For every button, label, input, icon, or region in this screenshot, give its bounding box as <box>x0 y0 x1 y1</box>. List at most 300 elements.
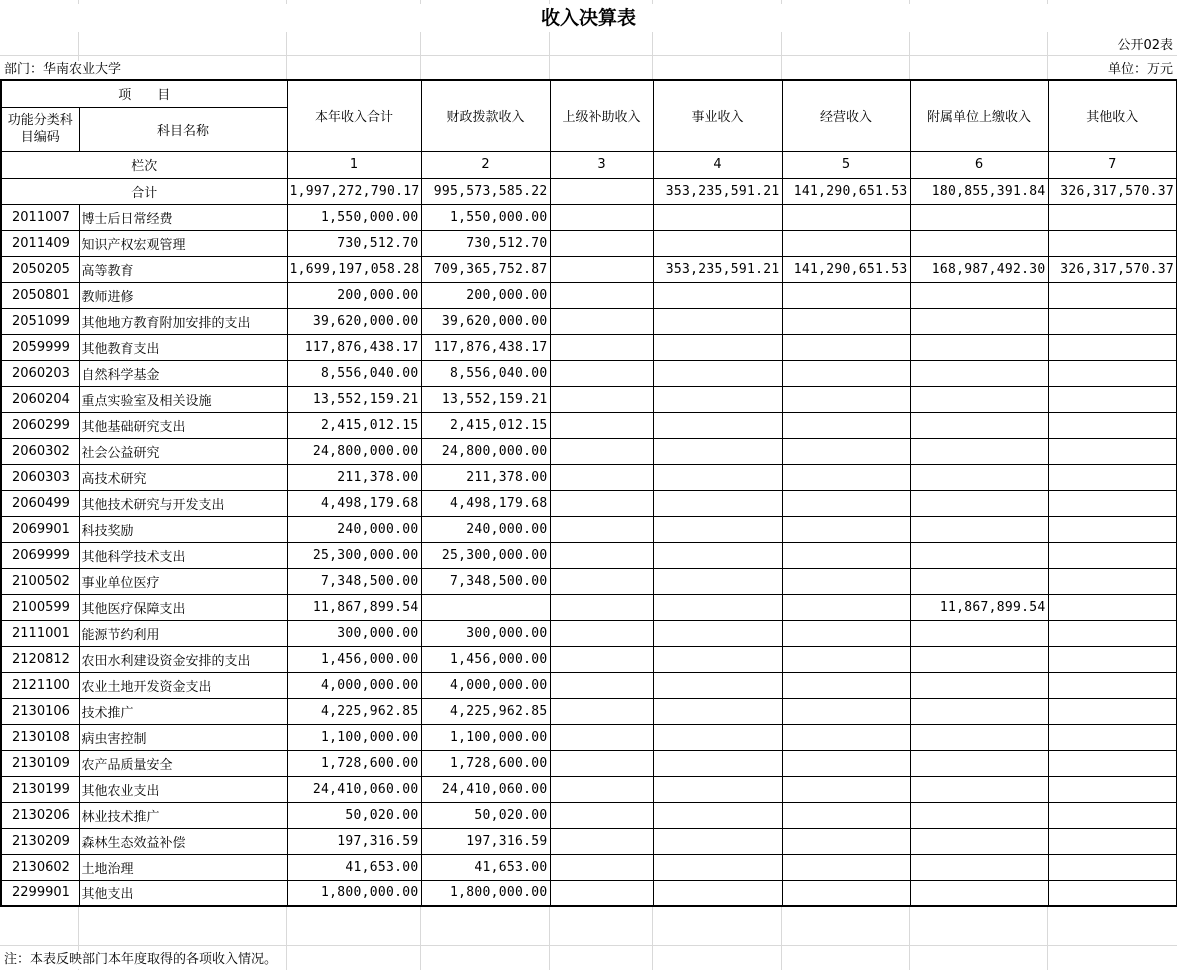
amount-cell <box>550 386 653 412</box>
amount-cell <box>550 724 653 750</box>
amount-cell <box>653 672 782 698</box>
amount-cell: 25,300,000.00 <box>287 542 421 568</box>
amount-cell <box>910 542 1048 568</box>
col-number: 3 <box>550 151 653 178</box>
amount-cell: 1,456,000.00 <box>421 646 550 672</box>
col-number: 4 <box>653 151 782 178</box>
subject-name-cell: 其他地方教育附加安排的支出 <box>79 308 287 334</box>
amount-cell <box>550 256 653 282</box>
amount-cell: 1,800,000.00 <box>287 880 421 906</box>
header-col-6: 附属单位上缴收入 <box>910 80 1048 151</box>
amount-cell: 50,020.00 <box>287 802 421 828</box>
amount-cell <box>782 724 910 750</box>
subject-code-cell: 2121100 <box>1 672 79 698</box>
amount-cell <box>1048 282 1177 308</box>
amount-cell <box>910 646 1048 672</box>
amount-cell <box>782 854 910 880</box>
amount-cell <box>550 802 653 828</box>
header-col-3: 上级补助收入 <box>550 80 653 151</box>
amount-cell <box>782 334 910 360</box>
amount-cell <box>782 750 910 776</box>
subject-name-cell: 农田水利建设资金安排的支出 <box>79 646 287 672</box>
amount-cell: 709,365,752.87 <box>421 256 550 282</box>
table-row <box>1 464 1177 490</box>
page-title: 收入决算表 <box>0 4 1177 32</box>
amount-cell <box>653 594 782 620</box>
amount-cell <box>1048 646 1177 672</box>
unit-label: 单位：万元 <box>1107 62 1173 77</box>
subject-name-cell: 森林生态效益补偿 <box>79 828 287 854</box>
total-cell <box>550 178 653 204</box>
total-cell: 326,317,570.37 <box>1048 178 1177 204</box>
amount-cell <box>653 854 782 880</box>
gridline <box>0 55 1177 56</box>
amount-cell <box>782 360 910 386</box>
amount-cell <box>550 412 653 438</box>
header-name: 科目名称 <box>79 107 287 151</box>
amount-cell <box>782 438 910 464</box>
amount-cell <box>550 308 653 334</box>
amount-cell <box>782 802 910 828</box>
amount-cell: 25,300,000.00 <box>421 542 550 568</box>
subject-code-cell: 2050205 <box>1 256 79 282</box>
amount-cell: 730,512.70 <box>287 230 421 256</box>
amount-cell <box>910 490 1048 516</box>
table-row <box>1 334 1177 360</box>
total-cell: 1,997,272,790.17 <box>287 178 421 204</box>
amount-cell: 13,552,159.21 <box>421 386 550 412</box>
amount-cell: 41,653.00 <box>287 854 421 880</box>
amount-cell <box>550 542 653 568</box>
amount-cell: 41,653.00 <box>421 854 550 880</box>
amount-cell <box>782 204 910 230</box>
amount-cell <box>550 828 653 854</box>
amount-cell: 117,876,438.17 <box>287 334 421 360</box>
amount-cell <box>910 672 1048 698</box>
income-table <box>0 79 1177 907</box>
amount-cell: 353,235,591.21 <box>653 256 782 282</box>
subject-name-cell: 其他教育支出 <box>79 334 287 360</box>
subject-name-cell: 病虫害控制 <box>79 724 287 750</box>
amount-cell <box>1048 308 1177 334</box>
amount-cell <box>550 880 653 906</box>
subject-code-cell: 2299901 <box>1 880 79 906</box>
amount-cell <box>782 464 910 490</box>
table-row <box>1 438 1177 464</box>
amount-cell: 300,000.00 <box>287 620 421 646</box>
amount-cell: 8,556,040.00 <box>421 360 550 386</box>
amount-cell <box>910 724 1048 750</box>
subject-code-cell: 2111001 <box>1 620 79 646</box>
subject-name-cell: 高等教育 <box>79 256 287 282</box>
subject-code-cell: 2069901 <box>1 516 79 542</box>
amount-cell <box>653 334 782 360</box>
table-row <box>1 828 1177 854</box>
amount-cell: 730,512.70 <box>421 230 550 256</box>
amount-cell: 1,550,000.00 <box>287 204 421 230</box>
amount-cell: 1,550,000.00 <box>421 204 550 230</box>
amount-cell <box>1048 750 1177 776</box>
amount-cell <box>653 802 782 828</box>
subject-code-cell: 2130199 <box>1 776 79 802</box>
subject-name-cell: 能源节约利用 <box>79 620 287 646</box>
subject-code-cell: 2130206 <box>1 802 79 828</box>
subject-code-cell: 2120812 <box>1 646 79 672</box>
amount-cell <box>653 516 782 542</box>
subject-code-cell: 2130106 <box>1 698 79 724</box>
amount-cell: 11,867,899.54 <box>910 594 1048 620</box>
subject-name-cell: 土地治理 <box>79 854 287 880</box>
amount-cell: 24,410,060.00 <box>421 776 550 802</box>
subject-name-cell: 高技术研究 <box>79 464 287 490</box>
subject-code-cell: 2059999 <box>1 334 79 360</box>
subject-name-cell: 农产品质量安全 <box>79 750 287 776</box>
amount-cell: 4,498,179.68 <box>287 490 421 516</box>
amount-cell: 7,348,500.00 <box>287 568 421 594</box>
subject-code-cell: 2130108 <box>1 724 79 750</box>
amount-cell: 1,800,000.00 <box>421 880 550 906</box>
amount-cell <box>653 542 782 568</box>
subject-code-cell: 2050801 <box>1 282 79 308</box>
amount-cell: 4,000,000.00 <box>421 672 550 698</box>
subject-name-cell: 社会公益研究 <box>79 438 287 464</box>
amount-cell <box>550 438 653 464</box>
amount-cell: 50,020.00 <box>421 802 550 828</box>
amount-cell <box>782 672 910 698</box>
header-col-1: 本年收入合计 <box>287 80 421 151</box>
amount-cell <box>653 776 782 802</box>
amount-cell <box>1048 724 1177 750</box>
amount-cell: 4,498,179.68 <box>421 490 550 516</box>
header-col-4: 事业收入 <box>653 80 782 151</box>
amount-cell: 1,728,600.00 <box>287 750 421 776</box>
col-number: 6 <box>910 151 1048 178</box>
amount-cell <box>653 282 782 308</box>
amount-cell: 117,876,438.17 <box>421 334 550 360</box>
subject-code-cell: 2060204 <box>1 386 79 412</box>
amount-cell: 4,225,962.85 <box>421 698 550 724</box>
table-row <box>1 282 1177 308</box>
amount-cell <box>550 516 653 542</box>
amount-cell <box>1048 594 1177 620</box>
amount-cell <box>1048 334 1177 360</box>
amount-cell <box>910 386 1048 412</box>
table-row <box>1 256 1177 282</box>
amount-cell <box>1048 828 1177 854</box>
subject-code-cell: 2130109 <box>1 750 79 776</box>
table-row <box>1 360 1177 386</box>
amount-cell <box>782 776 910 802</box>
amount-cell: 1,100,000.00 <box>287 724 421 750</box>
subject-name-cell: 重点实验室及相关设施 <box>79 386 287 412</box>
header-code: 功能分类科目编码 <box>1 107 79 151</box>
amount-cell <box>910 880 1048 906</box>
amount-cell <box>550 282 653 308</box>
amount-cell <box>550 776 653 802</box>
footnote: 注：本表反映部门本年度取得的各项收入情况。 <box>4 952 278 967</box>
amount-cell <box>1048 464 1177 490</box>
table-row <box>1 542 1177 568</box>
amount-cell <box>550 230 653 256</box>
amount-cell <box>910 412 1048 438</box>
table-row <box>1 308 1177 334</box>
amount-cell <box>653 308 782 334</box>
subject-code-cell: 2011007 <box>1 204 79 230</box>
amount-cell: 24,410,060.00 <box>287 776 421 802</box>
table-row <box>1 854 1177 880</box>
table-row <box>1 594 1177 620</box>
amount-cell: 240,000.00 <box>421 516 550 542</box>
table-row <box>1 880 1177 906</box>
subject-code-cell: 2100502 <box>1 568 79 594</box>
total-label: 合计 <box>1 178 287 204</box>
amount-cell: 211,378.00 <box>287 464 421 490</box>
amount-cell <box>910 360 1048 386</box>
amount-cell <box>653 646 782 672</box>
amount-cell: 11,867,899.54 <box>287 594 421 620</box>
subject-code-cell: 2130602 <box>1 854 79 880</box>
amount-cell <box>550 672 653 698</box>
subject-name-cell: 其他科学技术支出 <box>79 542 287 568</box>
amount-cell <box>782 412 910 438</box>
amount-cell <box>910 776 1048 802</box>
amount-cell <box>550 646 653 672</box>
subject-code-cell: 2011409 <box>1 230 79 256</box>
department-label: 部门：华南农业大学 <box>4 62 122 77</box>
amount-cell <box>653 438 782 464</box>
subject-name-cell: 博士后日常经费 <box>79 204 287 230</box>
amount-cell <box>550 568 653 594</box>
table-row <box>1 672 1177 698</box>
subject-code-cell: 2130209 <box>1 828 79 854</box>
header-col-2: 财政拨款收入 <box>421 80 550 151</box>
amount-cell <box>1048 698 1177 724</box>
amount-cell <box>782 646 910 672</box>
amount-cell <box>550 204 653 230</box>
amount-cell: 197,316.59 <box>421 828 550 854</box>
amount-cell: 211,378.00 <box>421 464 550 490</box>
total-cell: 995,573,585.22 <box>421 178 550 204</box>
amount-cell <box>550 360 653 386</box>
amount-cell: 39,620,000.00 <box>287 308 421 334</box>
table-row <box>1 646 1177 672</box>
subject-name-cell: 技术推广 <box>79 698 287 724</box>
subject-name-cell: 自然科学基金 <box>79 360 287 386</box>
amount-cell <box>782 568 910 594</box>
amount-cell: 8,556,040.00 <box>287 360 421 386</box>
amount-cell: 326,317,570.37 <box>1048 256 1177 282</box>
amount-cell <box>550 750 653 776</box>
amount-cell <box>653 724 782 750</box>
amount-cell <box>653 386 782 412</box>
amount-cell: 39,620,000.00 <box>421 308 550 334</box>
amount-cell <box>653 568 782 594</box>
amount-cell: 197,316.59 <box>287 828 421 854</box>
col-number: 1 <box>287 151 421 178</box>
amount-cell: 24,800,000.00 <box>287 438 421 464</box>
amount-cell: 168,987,492.30 <box>910 256 1048 282</box>
subject-name-cell: 其他农业支出 <box>79 776 287 802</box>
amount-cell: 300,000.00 <box>421 620 550 646</box>
subject-name-cell: 其他医疗保障支出 <box>79 594 287 620</box>
table-row <box>1 230 1177 256</box>
subject-code-cell: 2069999 <box>1 542 79 568</box>
amount-cell <box>910 828 1048 854</box>
table-row <box>1 776 1177 802</box>
amount-cell <box>1048 490 1177 516</box>
subject-code-cell: 2100599 <box>1 594 79 620</box>
total-cell: 141,290,651.53 <box>782 178 910 204</box>
amount-cell <box>782 880 910 906</box>
subject-name-cell: 事业单位医疗 <box>79 568 287 594</box>
total-row <box>1 178 1177 204</box>
amount-cell <box>653 230 782 256</box>
header-col-7: 其他收入 <box>1048 80 1177 151</box>
subject-name-cell: 科技奖励 <box>79 516 287 542</box>
amount-cell <box>910 620 1048 646</box>
amount-cell <box>550 334 653 360</box>
table-row <box>1 490 1177 516</box>
table-row <box>1 204 1177 230</box>
amount-cell: 24,800,000.00 <box>421 438 550 464</box>
amount-cell: 2,415,012.15 <box>287 412 421 438</box>
amount-cell <box>1048 802 1177 828</box>
table-row <box>1 620 1177 646</box>
subject-name-cell: 其他技术研究与开发支出 <box>79 490 287 516</box>
amount-cell <box>910 334 1048 360</box>
col-number: 7 <box>1048 151 1177 178</box>
amount-cell <box>782 828 910 854</box>
table-row <box>1 698 1177 724</box>
amount-cell <box>653 698 782 724</box>
amount-cell: 141,290,651.53 <box>782 256 910 282</box>
amount-cell <box>910 802 1048 828</box>
amount-cell <box>653 620 782 646</box>
amount-cell <box>782 516 910 542</box>
amount-cell <box>1048 672 1177 698</box>
amount-cell <box>653 750 782 776</box>
amount-cell <box>550 594 653 620</box>
amount-cell: 200,000.00 <box>421 282 550 308</box>
amount-cell <box>910 516 1048 542</box>
subject-code-cell: 2060499 <box>1 490 79 516</box>
table-row <box>1 568 1177 594</box>
subject-name-cell: 教师进修 <box>79 282 287 308</box>
amount-cell <box>910 750 1048 776</box>
amount-cell <box>1048 854 1177 880</box>
total-cell: 353,235,591.21 <box>653 178 782 204</box>
subject-code-cell: 2060303 <box>1 464 79 490</box>
amount-cell <box>1048 230 1177 256</box>
amount-cell <box>910 568 1048 594</box>
header-col-5: 经营收入 <box>782 80 910 151</box>
amount-cell: 240,000.00 <box>287 516 421 542</box>
header-item: 项 目 <box>1 80 287 107</box>
amount-cell: 1,100,000.00 <box>421 724 550 750</box>
amount-cell: 1,728,600.00 <box>421 750 550 776</box>
subject-code-cell: 2060203 <box>1 360 79 386</box>
amount-cell <box>1048 438 1177 464</box>
amount-cell <box>1048 776 1177 802</box>
amount-cell <box>653 880 782 906</box>
amount-cell <box>1048 620 1177 646</box>
amount-cell <box>910 282 1048 308</box>
amount-cell <box>653 204 782 230</box>
amount-cell <box>550 620 653 646</box>
amount-cell <box>421 594 550 620</box>
amount-cell <box>910 204 1048 230</box>
amount-cell <box>550 464 653 490</box>
amount-cell <box>782 386 910 412</box>
amount-cell <box>910 698 1048 724</box>
amount-cell <box>782 620 910 646</box>
col-number: 2 <box>421 151 550 178</box>
subject-name-cell: 农业土地开发资金支出 <box>79 672 287 698</box>
amount-cell <box>653 490 782 516</box>
amount-cell <box>782 594 910 620</box>
gridline <box>0 945 1177 946</box>
table-row <box>1 412 1177 438</box>
amount-cell <box>910 230 1048 256</box>
amount-cell <box>653 828 782 854</box>
amount-cell <box>782 542 910 568</box>
amount-cell <box>1048 516 1177 542</box>
amount-cell: 13,552,159.21 <box>287 386 421 412</box>
amount-cell: 4,225,962.85 <box>287 698 421 724</box>
amount-cell: 200,000.00 <box>287 282 421 308</box>
amount-cell <box>782 490 910 516</box>
amount-cell <box>782 282 910 308</box>
amount-cell <box>782 230 910 256</box>
amount-cell <box>1048 204 1177 230</box>
subject-code-cell: 2060302 <box>1 438 79 464</box>
amount-cell <box>782 308 910 334</box>
table-row <box>1 750 1177 776</box>
amount-cell <box>550 490 653 516</box>
amount-cell: 1,456,000.00 <box>287 646 421 672</box>
subject-code-cell: 2051099 <box>1 308 79 334</box>
amount-cell: 4,000,000.00 <box>287 672 421 698</box>
amount-cell <box>782 698 910 724</box>
amount-cell <box>910 464 1048 490</box>
amount-cell <box>653 412 782 438</box>
amount-cell: 7,348,500.00 <box>421 568 550 594</box>
col-number: 5 <box>782 151 910 178</box>
amount-cell <box>1048 542 1177 568</box>
subject-name-cell: 知识产权宏观管理 <box>79 230 287 256</box>
amount-cell <box>910 438 1048 464</box>
amount-cell <box>910 308 1048 334</box>
amount-cell <box>1048 568 1177 594</box>
amount-cell <box>653 464 782 490</box>
amount-cell <box>1048 412 1177 438</box>
amount-cell <box>550 698 653 724</box>
table-row <box>1 516 1177 542</box>
table-row <box>1 724 1177 750</box>
header-lanci: 栏次 <box>1 151 287 178</box>
subject-name-cell: 其他支出 <box>79 880 287 906</box>
table-row <box>1 802 1177 828</box>
subject-name-cell: 其他基础研究支出 <box>79 412 287 438</box>
total-cell: 180,855,391.84 <box>910 178 1048 204</box>
amount-cell <box>910 854 1048 880</box>
amount-cell <box>1048 386 1177 412</box>
table-row <box>1 386 1177 412</box>
form-number: 公开02表 <box>1117 38 1173 53</box>
amount-cell: 2,415,012.15 <box>421 412 550 438</box>
subject-name-cell: 林业技术推广 <box>79 802 287 828</box>
subject-code-cell: 2060299 <box>1 412 79 438</box>
